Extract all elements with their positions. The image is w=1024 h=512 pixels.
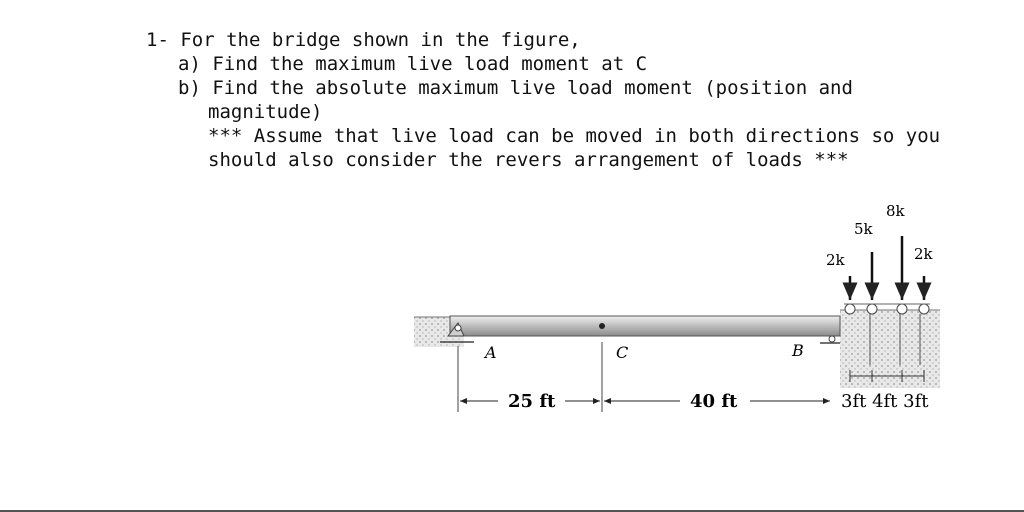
question-a-text: Find the maximum live load moment at C xyxy=(212,53,648,75)
question-b-continuation: magnitude) xyxy=(208,101,323,123)
question-b-marker: b) xyxy=(178,77,201,99)
question-b xyxy=(146,76,946,100)
note-line-2: should also consider the revers arrangement of loads *** xyxy=(208,149,849,171)
spacing-label: 3ft 4ft 3ft xyxy=(841,391,929,412)
load-label-4: 2k xyxy=(914,245,933,263)
load-label-3: 8k xyxy=(886,202,905,220)
question-a xyxy=(146,52,946,76)
bridge-figure xyxy=(400,190,960,430)
label-a: A xyxy=(485,343,497,362)
label-c: C xyxy=(616,343,629,362)
problem-statement xyxy=(146,28,946,172)
problem-intro-line xyxy=(146,28,946,52)
roller-support-b xyxy=(820,336,840,343)
load-label-1: 2k xyxy=(826,251,845,269)
point-c-marker xyxy=(599,323,605,329)
dim-cb-label: 40 ft xyxy=(690,391,738,412)
label-b: B xyxy=(792,341,804,360)
dim-ac-label: 25 ft xyxy=(508,391,556,412)
note-line-1: *** Assume that live load can be moved in both directions so you xyxy=(208,125,941,147)
problem-number: 1- xyxy=(146,29,169,51)
problem-intro: For the bridge shown in the figure, xyxy=(180,29,581,51)
bridge-beam xyxy=(450,316,840,336)
question-a-marker: a) xyxy=(178,53,201,75)
load-label-2: 5k xyxy=(854,220,873,238)
bridge-diagram xyxy=(400,190,960,430)
load-arrows xyxy=(850,236,924,300)
question-b-text: Find the absolute maximum live load moment (position and xyxy=(212,77,853,99)
